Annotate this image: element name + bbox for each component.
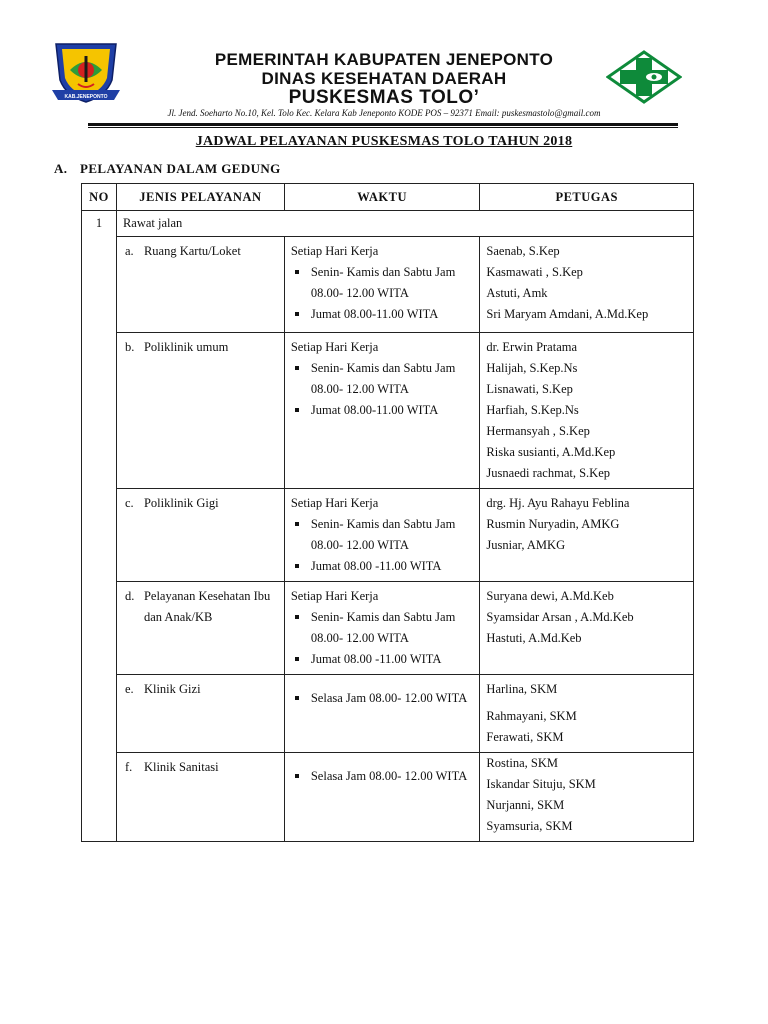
staff-cell [480, 237, 694, 333]
service-name: Pelayanan Kesehatan Ibu dan Anak/KB [143, 589, 271, 624]
staff-name: Hastuti, A.Md.Keb [486, 631, 582, 645]
staff-name: Kasmawati , S.Kep [486, 265, 583, 279]
service-cell [116, 489, 284, 582]
schedule-cell [284, 675, 480, 753]
staff-cell [480, 582, 694, 675]
table-header-row [82, 184, 694, 211]
header-petugas: PETUGAS [480, 184, 694, 211]
schedule-cell [284, 237, 480, 333]
group-label: Rawat jalan [116, 211, 693, 237]
staff-name: dr. Erwin Pratama [486, 340, 578, 354]
table-row [82, 333, 694, 489]
header-waktu: WAKTU [284, 184, 480, 211]
staff-name: Rostina, SKM [486, 756, 558, 770]
service-cell [116, 237, 284, 333]
staff-name: Iskandar Situju, SKM [486, 777, 596, 791]
kop-address: Jl. Jend. Soeharto No.10, Kel. Tolo Kec. Kelara Kab Jeneponto KODE POS – 92371 Email: puskesmastolo@gmail.com [167, 108, 601, 118]
staff-cell [480, 333, 694, 489]
staff-name: Astuti, Amk [486, 286, 548, 300]
schedule-list [291, 358, 476, 421]
staff-name: Sri Maryam Amdani, A.Md.Kep [486, 307, 649, 321]
section-heading [54, 161, 281, 177]
schedule-item: Selasa Jam 08.00- 12.00 WITA [291, 766, 476, 787]
header-jenis-pelayanan: JENIS PELAYANAN [116, 184, 284, 211]
service-name: Poliklinik umum [143, 340, 229, 354]
schedule-cell [284, 753, 480, 842]
schedule-heading: Setiap Hari Kerja [290, 340, 379, 354]
table-row [82, 237, 694, 333]
service-name: Ruang Kartu/Loket [143, 244, 241, 258]
staff-name: drg. Hj. Ayu Rahayu Feblina [486, 496, 630, 510]
service-cell [116, 582, 284, 675]
service-name: Klinik Sanitasi [143, 760, 219, 774]
staff-name: Syamsuria, SKM [486, 819, 573, 833]
kop-government-name: PEMERINTAH KABUPATEN JENEPONTO [214, 50, 554, 69]
service-letter: e. [124, 682, 134, 696]
schedule-item: Senin- Kamis dan Sabtu Jam 08.00- 12.00 WITA [291, 514, 476, 556]
table-row [82, 582, 694, 675]
staff-name: Syamsidar Arsan , A.Md.Keb [486, 610, 634, 624]
schedule-cell [284, 333, 480, 489]
staff-cell [480, 753, 694, 842]
staff-name: Nurjanni, SKM [486, 798, 565, 812]
schedule-item: Senin- Kamis dan Sabtu Jam 08.00- 12.00 WITA [291, 262, 476, 304]
section-label: PELAYANAN DALAM GEDUNG [80, 161, 281, 176]
staff-cell [480, 675, 694, 753]
service-letter: f. [124, 760, 133, 774]
staff-name: Lisnawati, S.Kep [486, 382, 573, 396]
document-title: JADWAL PELAYANAN PUSKESMAS TOLO TAHUN 2018 [195, 134, 573, 149]
staff-name: Harfiah, S.Kep.Ns [486, 403, 579, 417]
letterhead [0, 0, 768, 130]
staff-name: Riska susianti, A.Md.Kep [486, 445, 616, 459]
header-no: NO [82, 184, 117, 211]
schedule-table [81, 183, 694, 842]
schedule-item: Senin- Kamis dan Sabtu Jam 08.00- 12.00 WITA [291, 358, 476, 400]
schedule-cell [284, 582, 480, 675]
staff-name: Saenab, S.Kep [486, 244, 560, 258]
kop-divider-thin [88, 127, 678, 128]
staff-name: Suryana dewi, A.Md.Keb [486, 589, 614, 603]
service-letter: a. [124, 244, 134, 258]
service-letter: c. [124, 496, 134, 510]
schedule-cell [284, 489, 480, 582]
group-number: 1 [82, 211, 117, 842]
schedule-item: Jumat 08.00 -11.00 WITA [291, 649, 476, 670]
staff-name: Hermansyah , S.Kep [486, 424, 590, 438]
schedule-list [291, 607, 476, 670]
staff-name: Halijah, S.Kep.Ns [486, 361, 578, 375]
schedule-item: Jumat 08.00 -11.00 WITA [291, 556, 476, 577]
service-cell [116, 753, 284, 842]
emblem-ribbon-text: KAB.JENEPONTO [64, 94, 108, 100]
service-name: Klinik Gizi [143, 682, 201, 696]
kop-divider-thick [88, 123, 678, 126]
kop-puskesmas-name: PUSKESMAS TOLO’ [288, 87, 480, 108]
schedule-heading: Setiap Hari Kerja [290, 244, 379, 258]
staff-name: Jusniar, AMKG [486, 538, 566, 552]
schedule-heading: Setiap Hari Kerja [290, 589, 379, 603]
schedule-list [291, 262, 476, 325]
service-name: Poliklinik Gigi [143, 496, 219, 510]
schedule-list [291, 514, 476, 577]
staff-name: Ferawati, SKM [486, 730, 564, 744]
group-row [82, 211, 694, 237]
service-letter: b. [124, 340, 135, 354]
schedule-item: Jumat 08.00-11.00 WITA [291, 400, 476, 421]
staff-name: Jusnaedi rachmat, S.Kep [486, 466, 610, 480]
service-letter: d. [124, 589, 135, 603]
section-letter: A. [54, 161, 68, 176]
service-cell [116, 675, 284, 753]
service-cell [116, 333, 284, 489]
schedule-heading: Setiap Hari Kerja [290, 496, 379, 510]
schedule-list [291, 688, 476, 709]
kop-department-name: DINAS KESEHATAN DAERAH [261, 69, 507, 88]
table-row [82, 489, 694, 582]
table-row [82, 675, 694, 753]
staff-name: Rahmayani, SKM [486, 709, 577, 723]
staff-name: Harlina, SKM [486, 682, 558, 696]
schedule-item: Senin- Kamis dan Sabtu Jam 08.00- 12.00 WITA [291, 607, 476, 649]
staff-name: Rusmin Nuryadin, AMKG [486, 517, 620, 531]
schedule-item: Selasa Jam 08.00- 12.00 WITA [291, 688, 476, 709]
schedule-item: Jumat 08.00-11.00 WITA [291, 304, 476, 325]
staff-cell [480, 489, 694, 582]
table-row [82, 753, 694, 842]
schedule-list [291, 766, 476, 787]
